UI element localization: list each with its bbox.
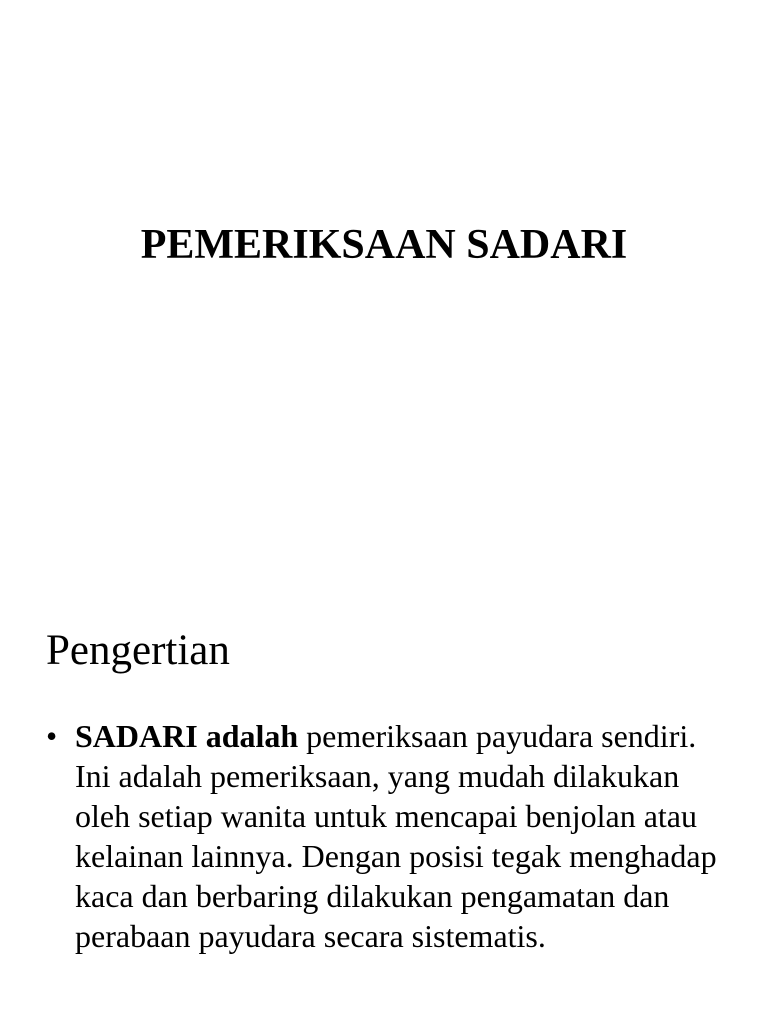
- content-slide: [0, 576, 768, 1024]
- slide-heading: Pengertian: [46, 627, 230, 674]
- bullet-dot: •: [46, 718, 58, 754]
- bullet-body-text: pemeriksaan payudara sendiri. Ini adalah pemeriksaan, yang mudah dilakukan oleh setiap wanita untuk mencapai benjolan atau kelainan lainnya. Dengan posisi tegak menghadap kaca dan berbaring dilakukan pengamatan dan perabaan payudara secara sistematis.: [75, 718, 717, 954]
- bullet-list: [46, 716, 726, 956]
- bullet-lead-bold: SADARI adalah: [75, 718, 299, 754]
- bullet-item: [46, 716, 726, 956]
- slide-title: PEMERIKSAAN SADARI: [140, 222, 628, 268]
